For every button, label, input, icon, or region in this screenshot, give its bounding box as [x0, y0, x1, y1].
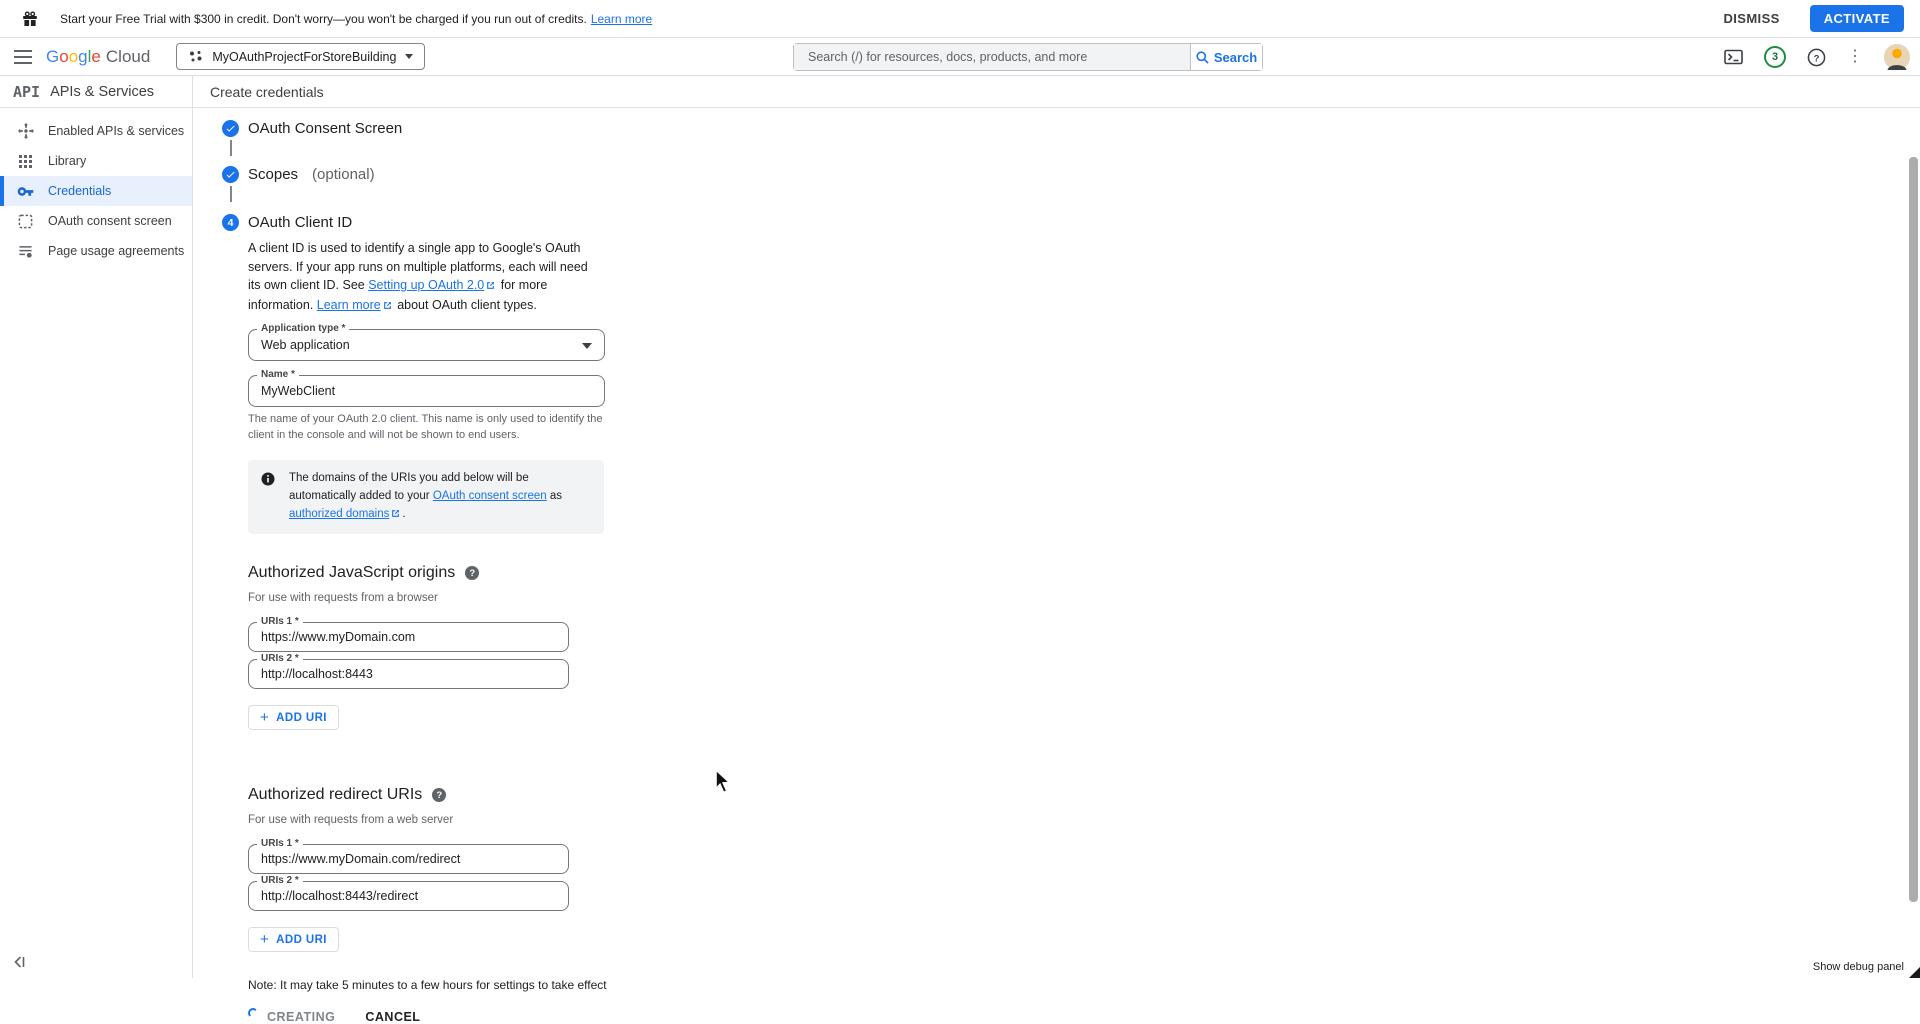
cancel-button[interactable]: CANCEL: [365, 1010, 421, 1024]
chevron-down-icon: [405, 54, 413, 59]
sidebar-item-label: OAuth consent screen: [48, 214, 172, 228]
trial-banner-text: Start your Free Trial with $300 in credit. Don't worry—you won't be charged if you run out of credits.: [60, 11, 587, 26]
plus-icon: +: [260, 930, 270, 948]
redirect-uri-1-field: URIs 1 * https://www.myDomain.com/redirect: [248, 844, 569, 874]
search-bar: [793, 43, 1263, 71]
js-origin-uri-1-input[interactable]: [249, 623, 568, 651]
sidebar-item-label: Enabled APIs & services: [48, 124, 185, 138]
step-scopes[interactable]: Scopes (optional): [222, 166, 1920, 183]
cloud-shell-icon[interactable]: [1724, 49, 1743, 65]
learn-more-oauth-link[interactable]: Learn more: [316, 297, 381, 312]
sidebar-item-enabled-apis[interactable]: [0, 116, 192, 146]
dismiss-button[interactable]: DISMISS: [1723, 11, 1780, 26]
sidebar-item-library[interactable]: [0, 146, 192, 176]
search-button[interactable]: Search: [1190, 44, 1262, 70]
client-name-label: Name *: [257, 369, 299, 380]
application-type-label: Application type *: [257, 323, 349, 334]
external-link-icon: [391, 507, 400, 525]
consent-screen-icon: [17, 214, 34, 229]
google-cloud-logo[interactable]: Google Cloud: [46, 46, 151, 66]
key-icon: [17, 183, 34, 200]
js-origins-subtitle: For use with requests from a browser: [248, 592, 438, 605]
menu-icon[interactable]: [0, 50, 46, 64]
activate-button[interactable]: ACTIVATE: [1810, 5, 1904, 32]
client-name-helper: The name of your OAuth 2.0 client. This name is only used to identify the client in the console and will not be shown to end users.: [248, 413, 603, 441]
sidebar: [0, 76, 193, 978]
application-type-select[interactable]: [248, 323, 605, 361]
client-id-description: A client ID is used to identify a single app to Google's OAuth servers. If your app runs on multiple platforms, each will need its own client ID. See Setting up OAuth 2.0 for more information. Learn more about OAuth client types.: [248, 239, 596, 315]
project-icon: [188, 49, 203, 64]
search-icon: [1196, 51, 1209, 64]
chevron-down-icon: [582, 343, 592, 349]
add-origin-uri-button[interactable]: + ADD URI: [248, 705, 339, 730]
step-oauth-consent-screen[interactable]: OAuth Consent Screen: [222, 120, 1920, 137]
page-title: Create credentials: [210, 83, 324, 100]
main-content: [193, 76, 1920, 1024]
api-logo: API: [13, 82, 41, 101]
external-link-icon: [486, 277, 495, 296]
app-bar: [0, 38, 1920, 76]
help-icon[interactable]: [1807, 48, 1826, 67]
help-icon[interactable]: ?: [465, 566, 479, 580]
more-options-icon[interactable]: ⋮: [1847, 48, 1863, 65]
loading-spinner-icon: [248, 1008, 258, 1018]
authorized-domains-link[interactable]: authorized domains: [289, 507, 390, 520]
step-connector: [230, 186, 232, 202]
sidebar-item-label: Library: [48, 154, 87, 168]
project-selector[interactable]: [176, 43, 425, 70]
help-icon[interactable]: ?: [432, 788, 446, 802]
step-check-icon: [222, 166, 239, 183]
vertical-scrollbar[interactable]: [1909, 157, 1918, 902]
sidebar-title: APIs & Services: [50, 83, 155, 100]
setting-up-oauth-link[interactable]: Setting up OAuth 2.0: [368, 278, 485, 292]
show-debug-panel-link[interactable]: Show debug panel: [1812, 961, 1904, 973]
search-input[interactable]: [794, 44, 1190, 70]
trial-days-badge[interactable]: 3: [1764, 46, 1786, 68]
svg-text:?: ?: [1813, 52, 1820, 64]
redirect-uris-subtitle: For use with requests from a web server: [248, 814, 454, 827]
sidebar-item-label: Credentials: [48, 184, 112, 198]
gift-icon: [22, 11, 38, 27]
free-trial-banner: [0, 0, 1920, 38]
step-check-icon: [222, 120, 239, 137]
js-origins-title: Authorized JavaScript origins: [248, 564, 456, 582]
sidebar-item-credentials[interactable]: [0, 176, 192, 206]
oauth-consent-screen-link[interactable]: OAuth consent screen: [432, 489, 547, 502]
collapse-sidebar-icon[interactable]: [12, 956, 26, 968]
resize-corner: [1909, 967, 1920, 978]
step-number-badge: 4: [222, 214, 239, 231]
add-redirect-uri-button[interactable]: + ADD URI: [248, 927, 339, 952]
learn-more-link[interactable]: Learn more: [590, 11, 653, 26]
js-origin-uri-2-input[interactable]: [249, 660, 568, 688]
step-connector: [230, 140, 232, 156]
redirect-uri-2-input[interactable]: [249, 882, 568, 910]
avatar[interactable]: [1884, 44, 1910, 70]
client-name-field: [248, 369, 605, 407]
client-name-input[interactable]: [249, 376, 604, 406]
js-origin-uri-2-field: URIs 2 * http://localhost:8443: [248, 659, 569, 689]
step-oauth-client-id[interactable]: 4 OAuth Client ID: [222, 214, 1920, 231]
settings-note: Note: It may take 5 minutes to a few hours for settings to take effect: [248, 978, 607, 993]
info-icon: [261, 472, 275, 486]
js-origin-uri-1-field: URIs 1 * https://www.myDomain.com: [248, 622, 569, 652]
creating-button[interactable]: CREATING: [267, 1010, 336, 1024]
agreements-icon: [17, 244, 34, 259]
domains-info-box: The domains of the URIs you add below will be automatically added to your OAuth consent screen as authorized domains .: [248, 460, 604, 534]
project-name: MyOAuthProjectForStoreBuilding: [212, 49, 397, 64]
sidebar-item-label: Page usage agreements: [48, 244, 185, 258]
application-type-value: Web application: [261, 338, 350, 352]
library-icon: [17, 154, 34, 169]
sidebar-item-page-usage[interactable]: [0, 236, 192, 266]
plus-icon: +: [260, 708, 270, 726]
redirect-uri-1-input[interactable]: [249, 845, 568, 873]
sidebar-item-oauth-consent[interactable]: [0, 206, 192, 236]
external-link-icon: [383, 297, 392, 316]
redirect-uris-title: Authorized redirect URIs: [248, 786, 423, 804]
enabled-apis-icon: [17, 123, 34, 139]
redirect-uri-2-field: URIs 2 * http://localhost:8443/redirect: [248, 881, 569, 911]
